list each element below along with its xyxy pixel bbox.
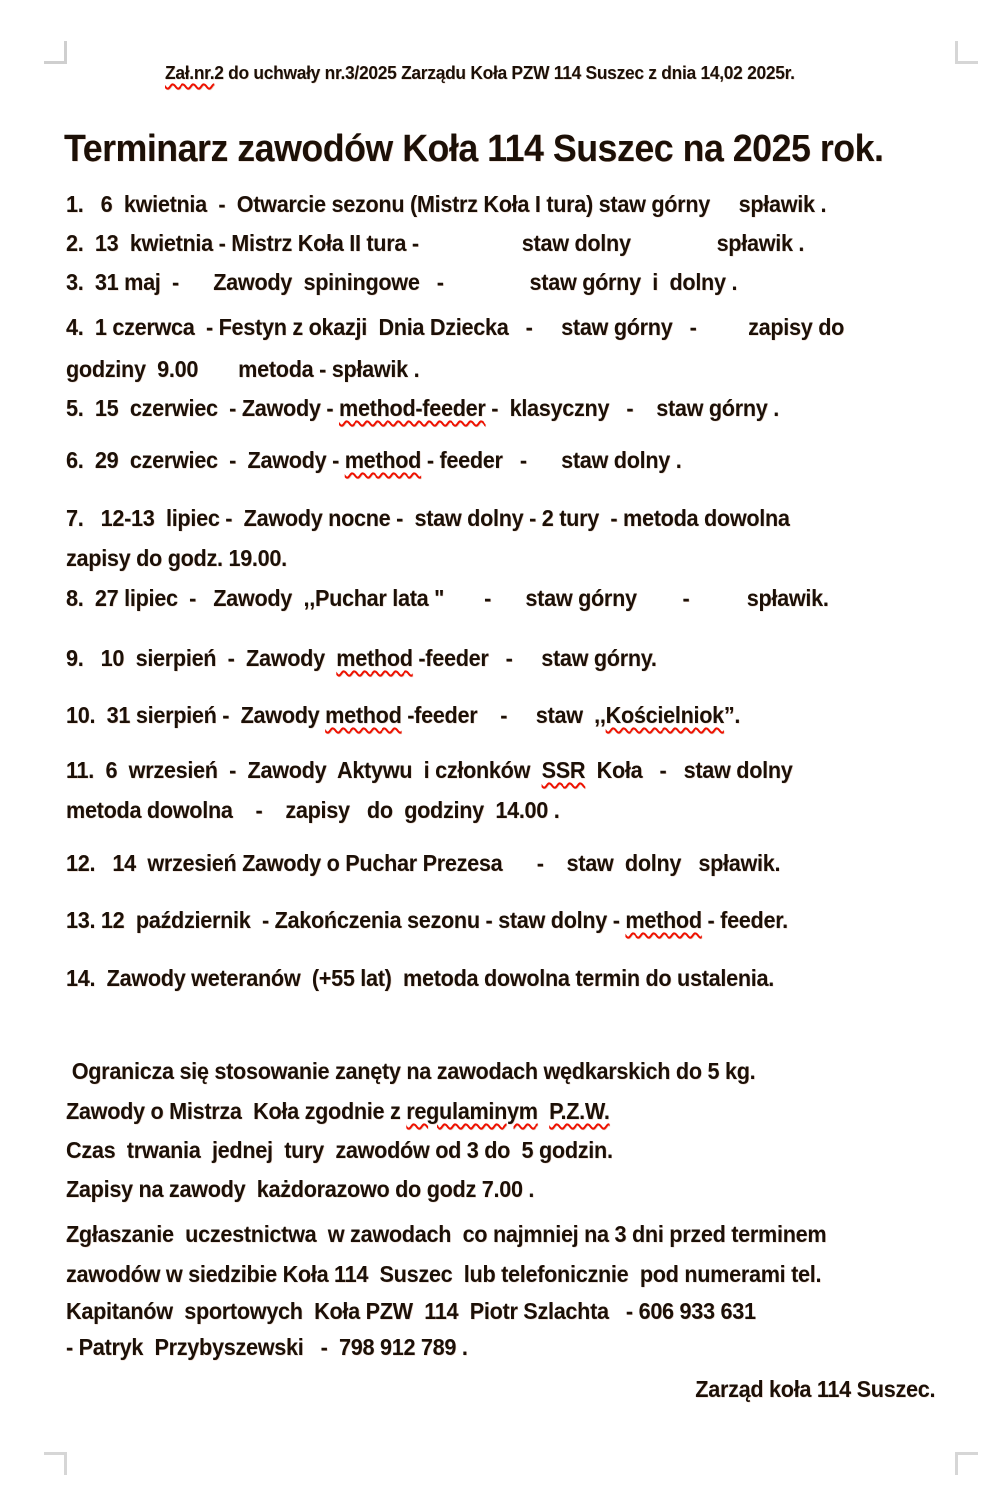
schedule-item-9 bbox=[66, 645, 657, 671]
text-segment: - feeder - staw dolny . bbox=[421, 447, 682, 473]
text-segment: Czas trwania jednej tury zawodów od 3 do 5 godzin. bbox=[66, 1137, 613, 1163]
text-segment: 6. 29 czerwiec - Zawody - bbox=[66, 447, 345, 473]
schedule-item-2 bbox=[66, 230, 804, 256]
schedule-item-14 bbox=[66, 965, 774, 991]
text-segment: 5. 15 czerwiec - Zawody - bbox=[66, 395, 339, 421]
text-segment: Kapitanów sportowych Koła PZW 114 Piotr Szlachta - 606 933 631 bbox=[66, 1298, 756, 1324]
schedule-item-11-line-1 bbox=[66, 757, 793, 783]
schedule-item-5 bbox=[66, 395, 779, 421]
crop-mark-top-left bbox=[44, 41, 67, 64]
rules-line-8 bbox=[66, 1334, 468, 1360]
text-segment: Zgłaszanie uczestnictwa w zawodach co najmniej na 3 dni przed terminem bbox=[66, 1221, 827, 1247]
schedule-item-7-line-2 bbox=[66, 545, 287, 571]
schedule-item-10 bbox=[66, 702, 740, 728]
attachment-note bbox=[165, 62, 795, 83]
text-segment: -feeder - staw górny. bbox=[412, 645, 657, 671]
schedule-item-6 bbox=[66, 447, 681, 473]
schedule-item-8 bbox=[66, 585, 829, 611]
misspelled-word: regulaminym bbox=[406, 1098, 538, 1124]
text-segment: 11. 6 wrzesień - Zawody Aktywu i członków bbox=[66, 757, 542, 783]
signature bbox=[695, 1376, 935, 1402]
schedule-item-13 bbox=[66, 907, 788, 933]
text-segment: Koła - staw dolny bbox=[585, 757, 793, 783]
text-segment: ”. bbox=[723, 702, 741, 728]
text-segment: 1. 6 kwietnia - Otwarcie sezonu (Mistrz Koła I tura) staw górny spławik . bbox=[66, 191, 827, 217]
text-segment: 12. 14 wrzesień Zawody o Puchar Prezesa - staw dolny spławik. bbox=[66, 850, 781, 876]
text-segment: 2. 13 kwietnia - Mistrz Koła II tura - staw dolny spławik . bbox=[66, 230, 805, 256]
text-segment: Terminarz zawodów Koła 114 Suszec na 2025 rok. bbox=[64, 128, 884, 170]
text-segment: - klasyczny - staw górny . bbox=[485, 395, 779, 421]
text-segment: - Patryk Przybyszewski - 798 912 789 . bbox=[66, 1334, 468, 1360]
text-segment: 9. 10 sierpień - Zawody bbox=[66, 645, 337, 671]
misspelled-word: method bbox=[325, 702, 402, 728]
text-segment: 14. Zawody weteranów (+55 lat) metoda dowolna termin do ustalenia. bbox=[66, 965, 774, 991]
text-segment: zapisy do godz. 19.00. bbox=[66, 545, 287, 571]
schedule-item-4-line-1 bbox=[66, 314, 844, 340]
crop-mark-bottom-right bbox=[955, 1452, 978, 1475]
misspelled-word: P.Z.W. bbox=[549, 1098, 610, 1124]
text-segment: Zawody o Mistrza Koła zgodnie z bbox=[66, 1098, 407, 1124]
text-segment: 2 do uchwały nr.3/2025 Zarządu Koła PZW 114 Suszec z dnia 14,02 2025r. bbox=[214, 62, 795, 83]
crop-mark-top-right bbox=[955, 41, 978, 64]
schedule-item-4-line-2 bbox=[66, 356, 419, 382]
rules-line-2 bbox=[66, 1098, 610, 1124]
misspelled-word: Kościelniok bbox=[605, 702, 724, 728]
misspelled-word: method bbox=[336, 645, 413, 671]
text-segment bbox=[538, 1098, 549, 1124]
rules-line-3 bbox=[66, 1137, 613, 1163]
misspelled-word: Zał.nr. bbox=[165, 62, 215, 83]
crop-mark-bottom-left bbox=[44, 1452, 67, 1475]
text-segment: Zarząd koła 114 Suszec. bbox=[695, 1376, 935, 1402]
text-segment: 4. 1 czerwca - Festyn z okazji Dnia Dziecka - staw górny - zapisy do bbox=[66, 314, 845, 340]
schedule-item-12 bbox=[66, 850, 780, 876]
misspelled-word: method-feeder bbox=[338, 395, 486, 421]
rules-line-6 bbox=[66, 1261, 821, 1287]
text-segment: 8. 27 lipiec - Zawody ,,Puchar lata " - staw górny - spławik. bbox=[66, 585, 829, 611]
schedule-item-3 bbox=[66, 269, 737, 295]
schedule-item-11-line-2 bbox=[66, 797, 560, 823]
misspelled-word: method bbox=[625, 907, 702, 933]
misspelled-word: SSR bbox=[541, 757, 586, 783]
page-title bbox=[64, 128, 883, 172]
schedule-item-7-line-1 bbox=[66, 505, 790, 531]
rules-line-7 bbox=[66, 1298, 756, 1324]
text-segment: zawodów w siedzibie Koła 114 Suszec lub telefonicznie pod numerami tel. bbox=[66, 1261, 822, 1287]
rules-line-5 bbox=[66, 1221, 826, 1247]
rules-line-1 bbox=[66, 1058, 755, 1084]
misspelled-word: method bbox=[344, 447, 422, 473]
schedule-item-1 bbox=[66, 191, 826, 217]
text-segment: 10. 31 sierpień - Zawody bbox=[66, 702, 326, 728]
text-segment: 3. 31 maj - Zawody spiningowe - staw górny i dolny . bbox=[66, 269, 738, 295]
text-segment: 13. 12 październik - Zakończenia sezonu - staw dolny - bbox=[66, 907, 626, 933]
text-segment: Zapisy na zawody każdorazowo do godz 7.00 . bbox=[66, 1176, 535, 1202]
text-segment: -feeder - staw ,, bbox=[401, 702, 606, 728]
text-segment: - feeder. bbox=[701, 907, 788, 933]
text-segment: godziny 9.00 metoda - spławik . bbox=[66, 356, 420, 382]
text-segment: 7. 12-13 lipiec - Zawody nocne - staw dolny - 2 tury - metoda dowolna bbox=[66, 505, 790, 531]
rules-line-4 bbox=[66, 1176, 534, 1202]
text-segment: Ogranicza się stosowanie zanęty na zawodach wędkarskich do 5 kg. bbox=[66, 1058, 756, 1084]
text-segment: metoda dowolna - zapisy do godziny 14.00 . bbox=[66, 797, 560, 823]
